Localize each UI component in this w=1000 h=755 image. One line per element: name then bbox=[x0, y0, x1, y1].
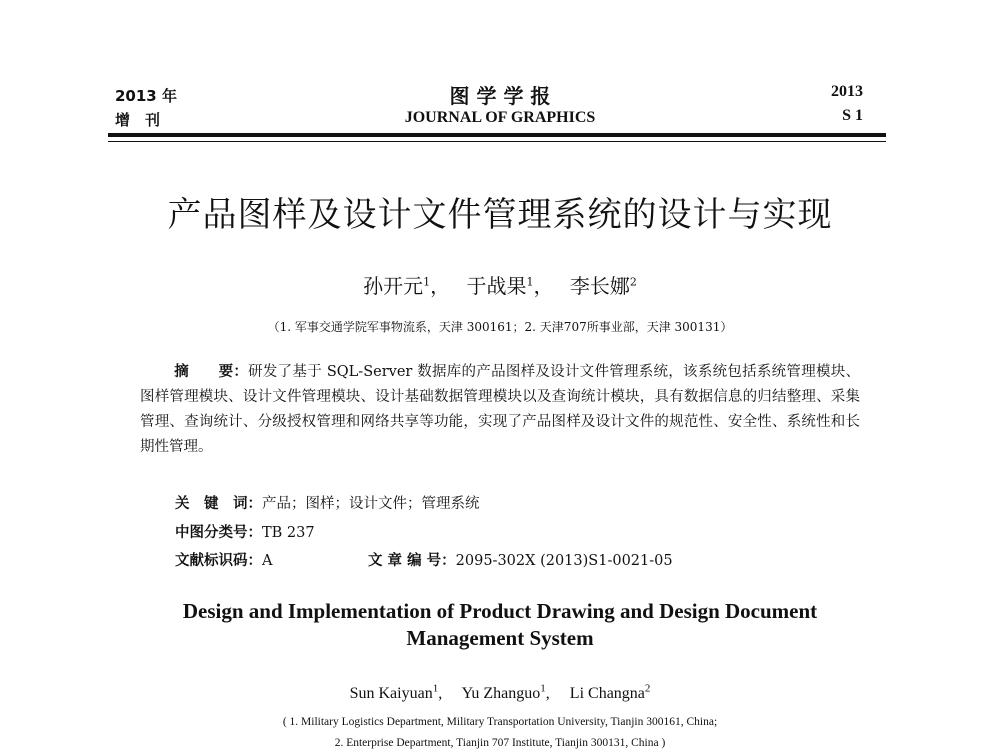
paper-title-cn: 产品图样及设计文件管理系统的设计与实现 bbox=[167, 195, 833, 235]
author-en: Yu Zhanguo$^1$, bbox=[461, 682, 566, 702]
article-no-value: 2095-302X (2013)S1-0021-05 bbox=[455, 553, 673, 569]
journal-name-cn: 图 学 学 报 bbox=[449, 84, 551, 108]
affiliation-cn: （1. 军事交通学院军事物流系，天津 300161；2. 天津707所事业部，天津 300131） bbox=[267, 320, 733, 334]
author-cn: 于战果$^1$， bbox=[466, 274, 564, 298]
doc-code-row bbox=[175, 549, 272, 570]
doc-code-value: A bbox=[262, 553, 273, 569]
issue-cn: 增 刊 bbox=[115, 111, 161, 129]
journal-name-en: JOURNAL OF GRAPHICS bbox=[404, 109, 596, 126]
header-year: 2013 bbox=[831, 83, 863, 100]
abstract bbox=[140, 360, 860, 460]
affiliation-en-line2: 2. Enterprise Department, Tianjin 707 Institute, Tianjin 300131, China ) bbox=[334, 737, 666, 749]
abstract-label: 摘 要： bbox=[174, 364, 249, 380]
doc-code-label: 文献标识码： bbox=[175, 553, 262, 569]
header-issue: S 1 bbox=[842, 107, 863, 124]
affiliation-en-line1: ( 1. Military Logistics Department, Military Transportation University, Tianjin 300161, China; bbox=[282, 716, 718, 728]
clc-row bbox=[175, 521, 315, 542]
keywords-row bbox=[175, 492, 480, 513]
article-no-row bbox=[368, 549, 673, 570]
authors-en bbox=[0, 680, 1000, 703]
paper-title-en-line1: Design and Implementation of Product Drawing and Design Document bbox=[182, 599, 818, 623]
author-en: Li Changna$^2$ bbox=[569, 682, 651, 702]
year-cn: 2013 年 bbox=[115, 87, 177, 105]
paper-title-en-line2: Management System bbox=[406, 626, 594, 650]
header-rule-thick bbox=[108, 133, 886, 137]
keywords-value: 产品；图样；设计文件；管理系统 bbox=[262, 496, 480, 512]
clc-value: TB 237 bbox=[262, 525, 315, 541]
keywords-label: 关 键 词： bbox=[175, 496, 262, 512]
author-cn: 李长娜$^2$ bbox=[569, 274, 637, 298]
clc-label: 中图分类号： bbox=[175, 525, 262, 541]
paper-title-en bbox=[0, 598, 1000, 652]
author-cn: 孙开元$^1$， bbox=[363, 274, 461, 298]
author-en: Sun Kaiyuan$^1$, bbox=[349, 682, 459, 702]
article-no-label: 文 章 编 号： bbox=[368, 553, 456, 569]
authors-cn bbox=[0, 270, 1000, 299]
header-rule-thin bbox=[108, 141, 886, 142]
abstract-text: 研发了基于 SQL-Server 数据库的产品图样及设计文件管理系统，该系统包括系统管理模块、图样管理模块、设计文件管理模块、设计基础数据管理模块以及查询统计模块，具有数据信息的归结整理、采集管理、查询统计、分级授权管理和网络共享等功能，实现了产品图样及设计文件的规范性、安全性、系统性和长期性管理。 bbox=[140, 364, 861, 455]
